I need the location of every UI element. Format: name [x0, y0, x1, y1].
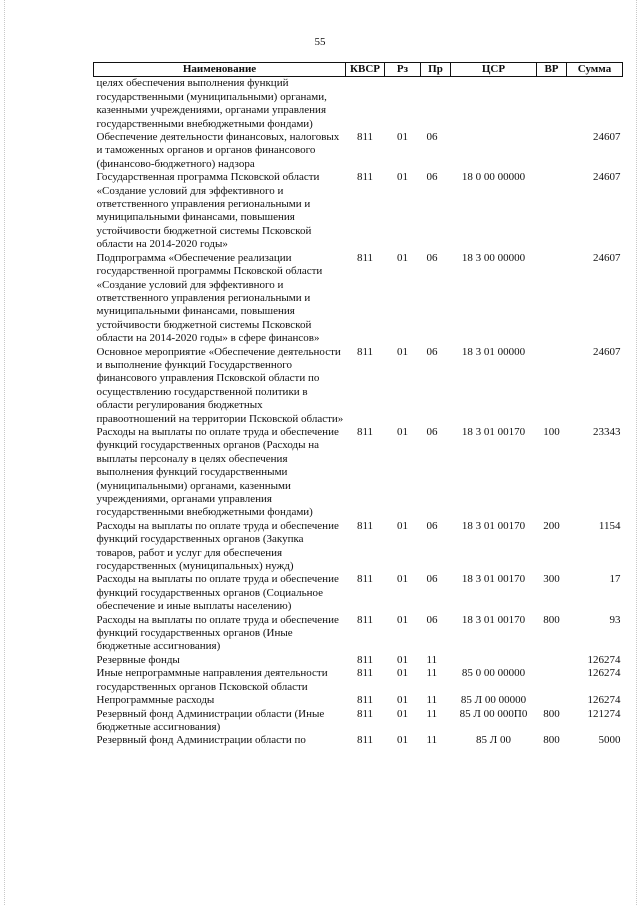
cell-sum: 24607 [593, 251, 621, 264]
cell-pr: 06 [426, 131, 438, 144]
header-name: Наименование [94, 63, 346, 77]
cell-pr: 06 [426, 613, 438, 626]
cell-vr: 800 [543, 734, 560, 747]
page-number: 55 [314, 36, 326, 48]
header-sum: Сумма [567, 63, 623, 77]
cell-pr: 11 [426, 734, 438, 747]
cell-sum [567, 77, 623, 131]
header-row [94, 63, 623, 77]
table-row [94, 614, 623, 654]
cell-kvsr [346, 77, 385, 131]
budget-table [93, 62, 623, 748]
table-row [94, 708, 623, 735]
cell-vr [537, 654, 567, 667]
table-row [94, 654, 623, 667]
cell-rz: 01 [397, 573, 408, 586]
cell-kvsr: 811 [356, 707, 374, 720]
header-kvsr: КВСР [346, 63, 385, 77]
cell-kvsr: 811 [356, 734, 374, 747]
cell-pr: 11 [426, 707, 438, 720]
cell-kvsr: 811 [356, 613, 374, 626]
cell-name: целях обеспечения выполнения функций государственными (муниципальными) органами, казенными учреждениями, органами управления государственными внебюджетными фондами) [96, 77, 327, 130]
cell-name: Непрограммные расходы [96, 694, 215, 707]
header-rz: Рз [385, 63, 421, 77]
cell-vr [537, 346, 567, 426]
cell-kvsr: 811 [356, 694, 374, 707]
cell-kvsr: 811 [356, 667, 374, 680]
table-row [94, 346, 623, 426]
cell-csr: 18 3 01 00170 [461, 519, 526, 532]
cell-sum: 24607 [593, 171, 621, 184]
cell-rz: 01 [397, 131, 408, 144]
cell-rz: 01 [397, 734, 408, 747]
cell-kvsr: 811 [356, 653, 374, 666]
cell-kvsr: 811 [356, 131, 374, 144]
table-row [94, 252, 623, 346]
table-row [94, 694, 623, 707]
cell-csr: 85 Л 00 000П0 [459, 707, 528, 720]
cell-rz: 01 [397, 425, 408, 438]
cell-csr: 18 0 00 00000 [461, 171, 526, 184]
cell-csr: 18 3 00 00000 [461, 251, 526, 264]
table-row [94, 426, 623, 520]
cell-sum: 126274 [587, 694, 621, 707]
cell-name: Основное мероприятие «Обеспечение деятельности и выполнение функций Государственного финансового управления Псковской области по осуществлению государственной политики в области регулирования бюджетных правоотношений на территории Псковской области» [96, 345, 344, 425]
cell-csr: 85 0 00 00000 [461, 667, 526, 680]
cell-name: Расходы на выплаты по оплате труда и обеспечение функций государственных органов (Расходы на выплаты персоналу в целях обеспечения выполнения функций государственными (муниципальными) органами, казенными учреждениями, органами управления государственными внебюджетными фондами) [96, 425, 339, 519]
cell-csr [451, 654, 537, 667]
cell-rz: 01 [397, 519, 408, 532]
cell-pr: 11 [426, 653, 438, 666]
page-edge-right [636, 0, 640, 905]
cell-vr [537, 77, 567, 131]
table-body [94, 77, 623, 748]
cell-rz: 01 [397, 694, 408, 707]
cell-rz: 01 [397, 707, 408, 720]
cell-sum: 126274 [587, 667, 621, 680]
cell-vr: 800 [543, 707, 560, 720]
cell-sum: 1154 [598, 519, 621, 532]
cell-csr [451, 77, 537, 131]
cell-vr [537, 171, 567, 251]
cell-rz: 01 [397, 667, 408, 680]
cell-pr: 11 [426, 694, 438, 707]
cell-vr: 800 [543, 613, 560, 626]
cell-sum: 23343 [593, 425, 621, 438]
cell-pr: 06 [426, 345, 438, 358]
table-row [94, 734, 623, 747]
cell-name: Резервный фонд Администрации области по [96, 734, 306, 747]
cell-csr: 18 3 01 00170 [461, 613, 526, 626]
cell-name: Резервные фонды [96, 653, 180, 666]
cell-pr: 11 [426, 667, 438, 680]
cell-sum: 5000 [598, 734, 621, 747]
cell-kvsr: 811 [356, 345, 374, 358]
cell-rz: 01 [397, 345, 408, 358]
table-row [94, 573, 623, 613]
cell-rz: 01 [397, 613, 408, 626]
cell-csr [451, 131, 537, 171]
header-pr: Пр [421, 63, 451, 77]
cell-sum: 17 [609, 573, 621, 586]
cell-kvsr: 811 [356, 519, 374, 532]
cell-pr [421, 77, 451, 131]
cell-vr [537, 252, 567, 346]
cell-csr: 18 3 01 00170 [461, 425, 526, 438]
table-row [94, 171, 623, 251]
header-vr: ВР [537, 63, 567, 77]
cell-vr: 100 [543, 425, 560, 438]
cell-name: Подпрограмма «Обеспечение реализации государственной программы Псковской области «Создание условий для эффективного и ответственного управления региональными и муниципальными финансами, повышения устойчивости бюджетной системы Псковской области на 2014-2020 годы» в сфере финансов» [96, 251, 323, 345]
cell-vr: 300 [543, 573, 560, 586]
cell-csr: 18 3 01 00000 [461, 345, 526, 358]
cell-sum: 24607 [593, 131, 621, 144]
cell-vr: 200 [543, 519, 560, 532]
cell-sum: 24607 [593, 345, 621, 358]
cell-sum: 93 [609, 613, 621, 626]
cell-name: Государственная программа Псковской области «Создание условий для эффективного и ответственного управления региональными и муниципальными финансами, повышения устойчивости бюджетной системы Псковской области на 2014-2020 годы» [96, 171, 320, 251]
cell-csr: 85 Л 00 00000 [460, 694, 527, 707]
cell-kvsr: 811 [356, 425, 374, 438]
cell-pr: 06 [426, 573, 438, 586]
cell-vr [537, 131, 567, 171]
table-row [94, 131, 623, 171]
cell-rz [385, 77, 421, 131]
table-row [94, 667, 623, 694]
cell-kvsr: 811 [356, 171, 374, 184]
table-row [94, 77, 623, 131]
cell-rz: 01 [397, 251, 408, 264]
cell-rz: 01 [397, 653, 408, 666]
cell-rz: 01 [397, 171, 408, 184]
cell-kvsr: 811 [356, 573, 374, 586]
cell-kvsr: 811 [356, 251, 374, 264]
cell-name: Расходы на выплаты по оплате труда и обеспечение функций государственных органов (Закупка товаров, работ и услуг для обеспечения государственных (муниципальных) нужд) [96, 519, 339, 573]
cell-name: Расходы на выплаты по оплате труда и обеспечение функций государственных органов (Социальное обеспечение и иные выплаты населению) [96, 573, 339, 613]
cell-vr [537, 667, 567, 694]
cell-name: Резервный фонд Администрации области (Иные бюджетные ассигнования) [96, 707, 325, 733]
table-row [94, 520, 623, 574]
cell-name: Обеспечение деятельности финансовых, налоговых и таможенных органов и органов финансового (финансово-бюджетного) надзора [96, 131, 340, 170]
cell-sum: 121274 [587, 707, 621, 720]
cell-csr: 85 Л 00 [476, 734, 511, 747]
cell-pr: 06 [426, 251, 438, 264]
table-header [94, 63, 623, 77]
page-edge-left [0, 0, 5, 905]
cell-csr: 18 3 01 00170 [461, 573, 526, 586]
cell-vr [537, 694, 567, 707]
header-csr: ЦСР [451, 63, 537, 77]
cell-pr: 06 [426, 425, 438, 438]
cell-name: Иные непрограммные направления деятельности государственных органов Псковской области [96, 667, 328, 693]
cell-name: Расходы на выплаты по оплате труда и обеспечение функций государственных органов (Иные бюджетные ассигнования) [96, 613, 339, 653]
cell-pr: 06 [426, 171, 438, 184]
cell-sum: 126274 [587, 653, 621, 666]
cell-pr: 06 [426, 519, 438, 532]
